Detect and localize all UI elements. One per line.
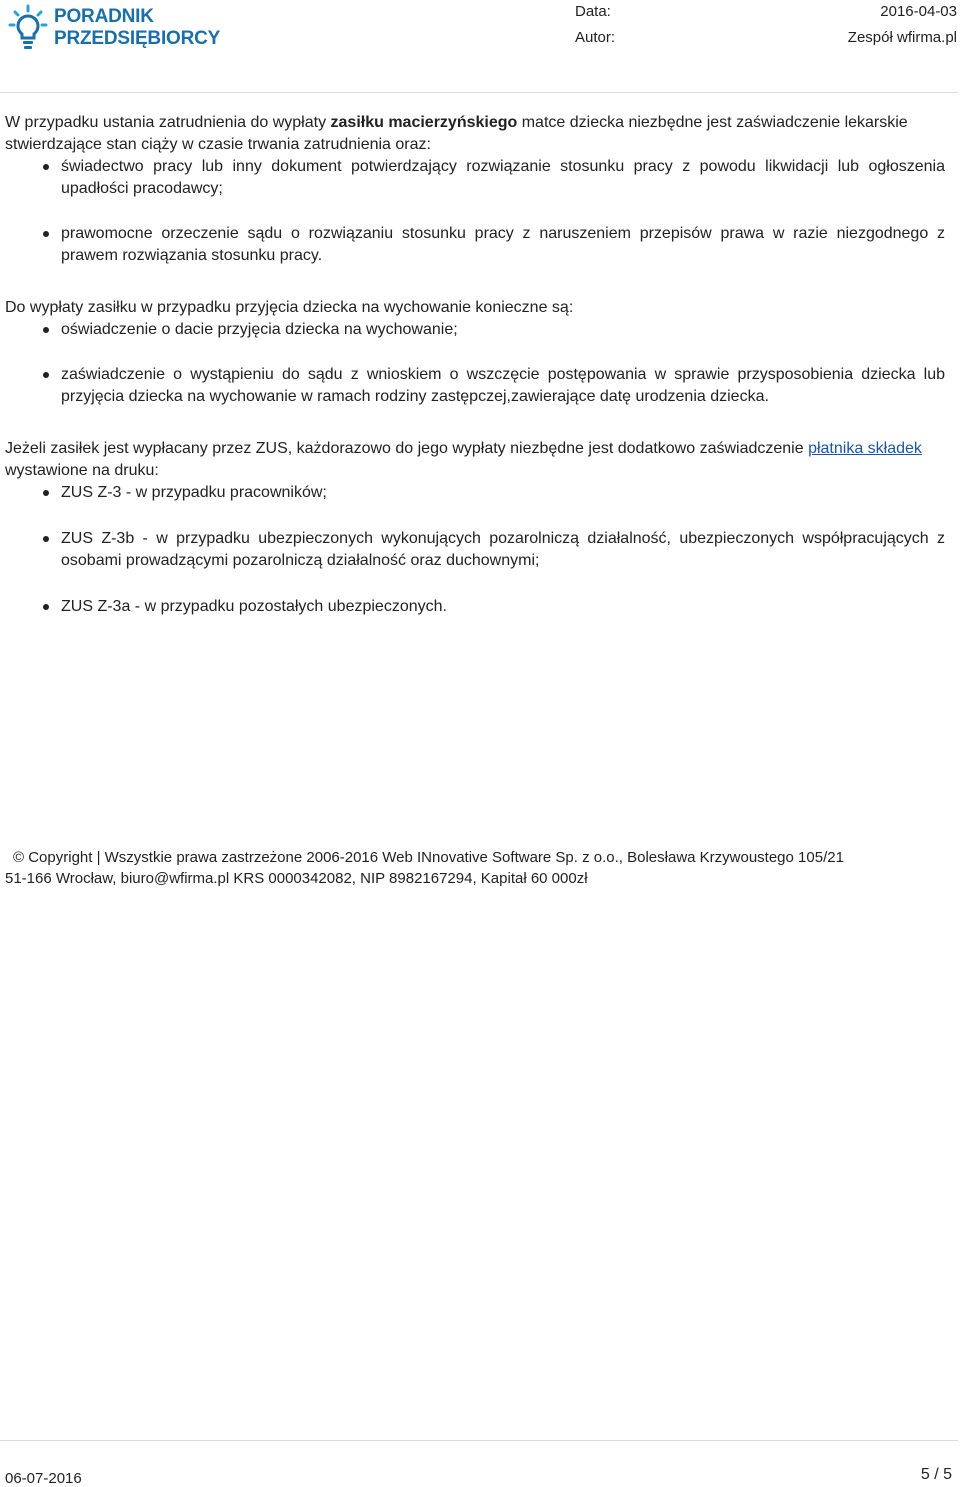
list-item: świadectwo pracy lub inny dokument potwierdzający rozwiązanie stosunku pracy z powodu likwidacji lub ogłoszenia upadłości pracodawcy; [5, 156, 945, 200]
platnik-skladek-link[interactable]: płatnika składek [808, 440, 922, 457]
footer-divider [0, 1440, 958, 1441]
paragraph-3-text-start: Jeżeli zasiłek jest wypłacany przez ZUS, każdorazowo do jego wypłaty niezbędne jest dodatkowo zaświadczenie [5, 440, 809, 457]
header-divider [0, 92, 958, 93]
article-body [5, 112, 945, 642]
page-number: 5 / 5 [920, 1466, 952, 1483]
document-meta [575, 2, 957, 54]
author-row [575, 28, 957, 54]
copyright-line-1: © Copyright | Wszystkie prawa zastrzeżone 2006-2016 Web INnovative Software Sp. z o.o., Bolesława Krzywoustego 105/21 [13, 849, 844, 866]
list-item: ZUS Z-3 - w przypadku pracowników; [5, 482, 945, 504]
date-row [575, 2, 957, 28]
bullet-list-2 [5, 319, 945, 408]
intro-text-end: matce dziecka niezbędne jest zaświadczenie lekarskie stwierdzające stan ciąży w czasie trwania zatrudnienia oraz: [5, 114, 908, 153]
date-label: Data: [575, 3, 611, 20]
list-item: oświadczenie o dacie przyjęcia dziecka na wychowanie; [5, 319, 945, 341]
lightbulb-icon [8, 4, 48, 52]
copyright-notice [5, 847, 950, 889]
copyright-line-2: 51-166 Wrocław, biuro@wfirma.pl KRS 0000342082, NIP 8982167294, Kapitał 60 000zł [5, 870, 588, 887]
intro-text-start: W przypadku ustania zatrudnienia do wypłaty [5, 114, 331, 131]
intro-bold-term: zasiłku macierzyńskiego [330, 114, 518, 131]
logo [8, 4, 220, 52]
author-value: Zespół wfirma.pl [847, 29, 957, 46]
paragraph-3 [5, 438, 945, 482]
date-value: 2016-04-03 [880, 3, 957, 20]
paragraph-2: Do wypłaty zasiłku w przypadku przyjęcia dziecka na wychowanie konieczne są: [5, 299, 574, 316]
paragraph-3-text-end: wystawione na druku: [5, 462, 159, 479]
list-item: ZUS Z-3a - w przypadku pozostałych ubezpieczonych. [5, 596, 945, 618]
list-item: ZUS Z-3b - w przypadku ubezpieczonych wykonujących pozarolniczą działalność, ubezpieczonych współpracujących z osobami prowadzącymi pozarolniczą działalność oraz duchownymi; [5, 528, 945, 572]
list-item: zaświadczenie o wystąpieniu do sądu z wnioskiem o wszczęcie postępowania w sprawie przysposobienia dziecka lub przyjęcia dziecka na wychowanie w ramach rodziny zastępczej,zawierające datę urodzenia dziecka. [5, 364, 945, 408]
logo-text-line2: PRZEDSIĘBIORCY [54, 28, 221, 49]
intro-paragraph [5, 112, 945, 156]
bullet-list-3 [5, 482, 945, 618]
footer-date: 06-07-2016 [5, 1470, 82, 1487]
bullet-list-1 [5, 156, 945, 267]
page-header [0, 0, 960, 80]
list-item: prawomocne orzeczenie sądu o rozwiązaniu stosunku pracy z naruszeniem przepisów prawa w razie niezgodnego z prawem rozwiązania stosunku pracy. [5, 223, 945, 267]
logo-text-line1: PORADNIK [54, 6, 154, 27]
author-label: Autor: [575, 29, 616, 46]
